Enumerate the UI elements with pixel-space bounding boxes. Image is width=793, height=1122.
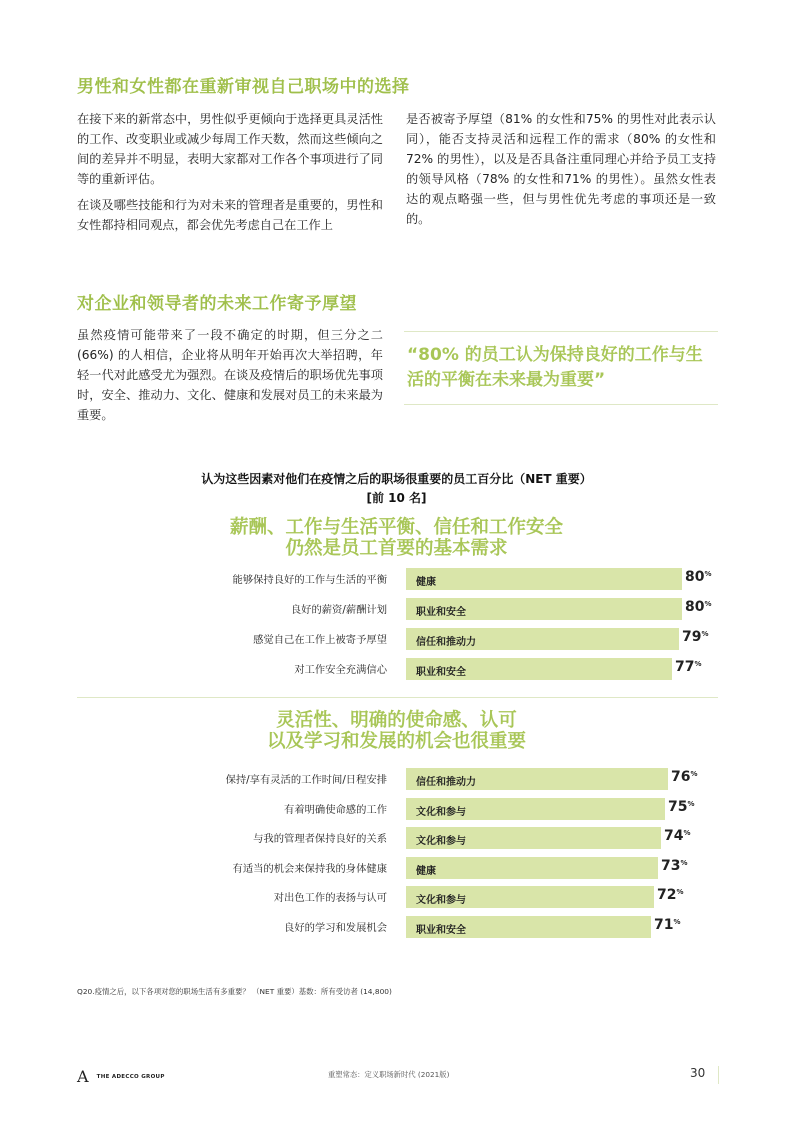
bar-value-label: 71%	[654, 916, 681, 933]
bar-value-label: 79%	[682, 629, 709, 645]
adecco-logo-letter: A	[77, 1067, 89, 1086]
bar-value-label: 74%	[664, 828, 691, 844]
bar-category-tag: 健康	[416, 577, 436, 588]
section2-paragraph: 虽然疫情可能带来了一段不确定的时期，但三分之二 (66%) 的人相信，企业将从明年开始再次大举招聘，年轻一代对此感受尤为强烈。在谈及疫情后的职场优先事项时，安全、推动力、文化、健康和发展对员工的未来最为重要。	[77, 328, 383, 422]
group-1-headline-line-2: 仍然是员工首要的基本需求	[285, 538, 508, 559]
bar-label: 有适当的机会来保持我的身体健康	[232, 862, 387, 875]
bar-value-label: 76%	[671, 769, 698, 785]
bar	[406, 598, 682, 620]
footer-logo	[77, 1066, 165, 1084]
percent-sign: %	[704, 600, 712, 608]
bar-value-label: 72%	[657, 887, 684, 903]
chart-title-block	[0, 470, 793, 508]
page-number-rule	[718, 1066, 719, 1084]
bar-row	[0, 658, 793, 680]
bar	[406, 798, 665, 820]
page-number: 30	[690, 1066, 706, 1080]
bar	[406, 628, 679, 650]
section1-left-paragraph-2: 在谈及哪些技能和行为对未来的管理者是重要的，男性和女性都持相同观点，都会优先考虑自己在工作上	[77, 198, 383, 232]
bar-label: 与我的管理者保持良好的关系	[253, 833, 387, 845]
bar-category-tag: 文化和参与	[416, 836, 466, 847]
percent-sign: %	[676, 888, 684, 896]
bar-label: 感觉自己在工作上被寄予厚望	[253, 634, 387, 646]
bar	[406, 658, 672, 680]
bar-category-tag: 文化和参与	[416, 895, 466, 906]
section-heading-expectations: 对企业和领导者的未来工作寄予厚望	[77, 294, 357, 314]
percent-sign: %	[690, 770, 698, 778]
chart-group-divider	[77, 697, 718, 698]
bar-row	[0, 857, 793, 879]
footer-document-title: 重塑常态：定义职场新时代 (2021版)	[328, 1070, 450, 1079]
bar-row	[0, 628, 793, 650]
bar-row	[0, 568, 793, 590]
bar-label: 良好的薪资/薪酬计划	[290, 604, 387, 616]
percent-sign: %	[673, 917, 681, 926]
chart-subtitle: [前 10 名]	[366, 491, 427, 505]
bar-label: 良好的学习和发展机会	[284, 921, 387, 934]
group-2-headline-line-1: 灵活性、明确的使命感、认可	[276, 710, 517, 731]
section1-left-column	[77, 109, 383, 235]
bar-category-tag: 职业和安全	[416, 667, 466, 678]
bar	[406, 768, 668, 790]
percent-sign: %	[683, 829, 691, 837]
chart-group-1-headline	[0, 517, 793, 559]
bar-row	[0, 886, 793, 908]
bar-value-label: 80%	[685, 599, 712, 615]
bar-category-tag: 健康	[416, 865, 436, 877]
section-heading-choices: 男性和女性都在重新审视自己职场中的选择	[77, 77, 410, 97]
bar-category-tag: 信任和推动力	[416, 637, 476, 648]
bar-row	[0, 916, 793, 938]
bar-row	[0, 827, 793, 849]
adecco-logo-text: THE ADECCO GROUP	[96, 1073, 165, 1080]
bar-label: 对出色工作的表扬与认可	[273, 892, 387, 904]
pull-quote: “80% 的员工认为保持良好的工作与生活的平衡在未来最为重要”	[407, 345, 703, 390]
bar-row	[0, 768, 793, 790]
bar-category-tag: 信任和推动力	[416, 777, 476, 788]
bar	[406, 827, 661, 849]
bar	[406, 916, 651, 938]
percent-sign: %	[694, 660, 702, 668]
section1-left-paragraph-1: 在接下来的新常态中，男性似乎更倾向于选择更具灵活性的工作、改变职业或减少每周工作天数，然而这些倾向之间的差异并不明显，表明大家都对工作各个事项进行了同等的重新评估。	[77, 112, 383, 186]
percent-sign: %	[701, 630, 709, 638]
bar-value-label: 80%	[685, 569, 712, 585]
bar-category-tag: 文化和参与	[416, 806, 466, 818]
bar-label: 保持/享有灵活的工作时间/日程安排	[225, 774, 387, 786]
bar-row	[0, 598, 793, 620]
group-2-headline-line-2: 以及学习和发展的机会也很重要	[266, 731, 526, 752]
chart-title: 认为这些因素对他们在疫情之后的职场很重要的员工百分比（NET 重要）	[201, 472, 592, 486]
bar	[406, 886, 654, 908]
percent-sign: %	[680, 858, 688, 867]
bar	[406, 568, 682, 590]
bar-row	[0, 798, 793, 820]
section1-right-paragraph: 是否被寄予厚望（81% 的女性和75% 的男性对此表示认同），能否支持灵活和远程工作的需求（80% 的女性和72% 的男性），以及是否具备注重同理心并给予员工支持的领导风格（78% 的女性和71% 的男性）。虽然女性表达的观点略强一些，但与男性优先考虑的事项还是一致的。	[406, 112, 716, 226]
bar-label: 对工作安全充满信心	[294, 664, 387, 676]
bar-label: 能够保持良好的工作与生活的平衡	[232, 574, 387, 586]
bar-value-label: 77%	[675, 659, 702, 675]
chart-footnote: Q20.疫情之后，以下各项对您的职场生活有多重要？ （NET 重要）基数：所有受访者 (14,800)	[77, 987, 392, 996]
bar-value-label: 73%	[661, 857, 688, 874]
bar	[406, 857, 658, 879]
chart-group-2-headline	[0, 710, 793, 752]
bar-value-label: 75%	[668, 798, 695, 815]
pull-quote-box	[404, 331, 718, 405]
bar-category-tag: 职业和安全	[416, 924, 466, 936]
group-1-headline-line-1: 薪酬、工作与生活平衡、信任和工作安全	[229, 517, 563, 538]
percent-sign: %	[687, 799, 695, 808]
percent-sign: %	[704, 570, 712, 578]
bar-category-tag: 职业和安全	[416, 607, 466, 618]
bar-label: 有着明确使命感的工作	[284, 803, 387, 816]
